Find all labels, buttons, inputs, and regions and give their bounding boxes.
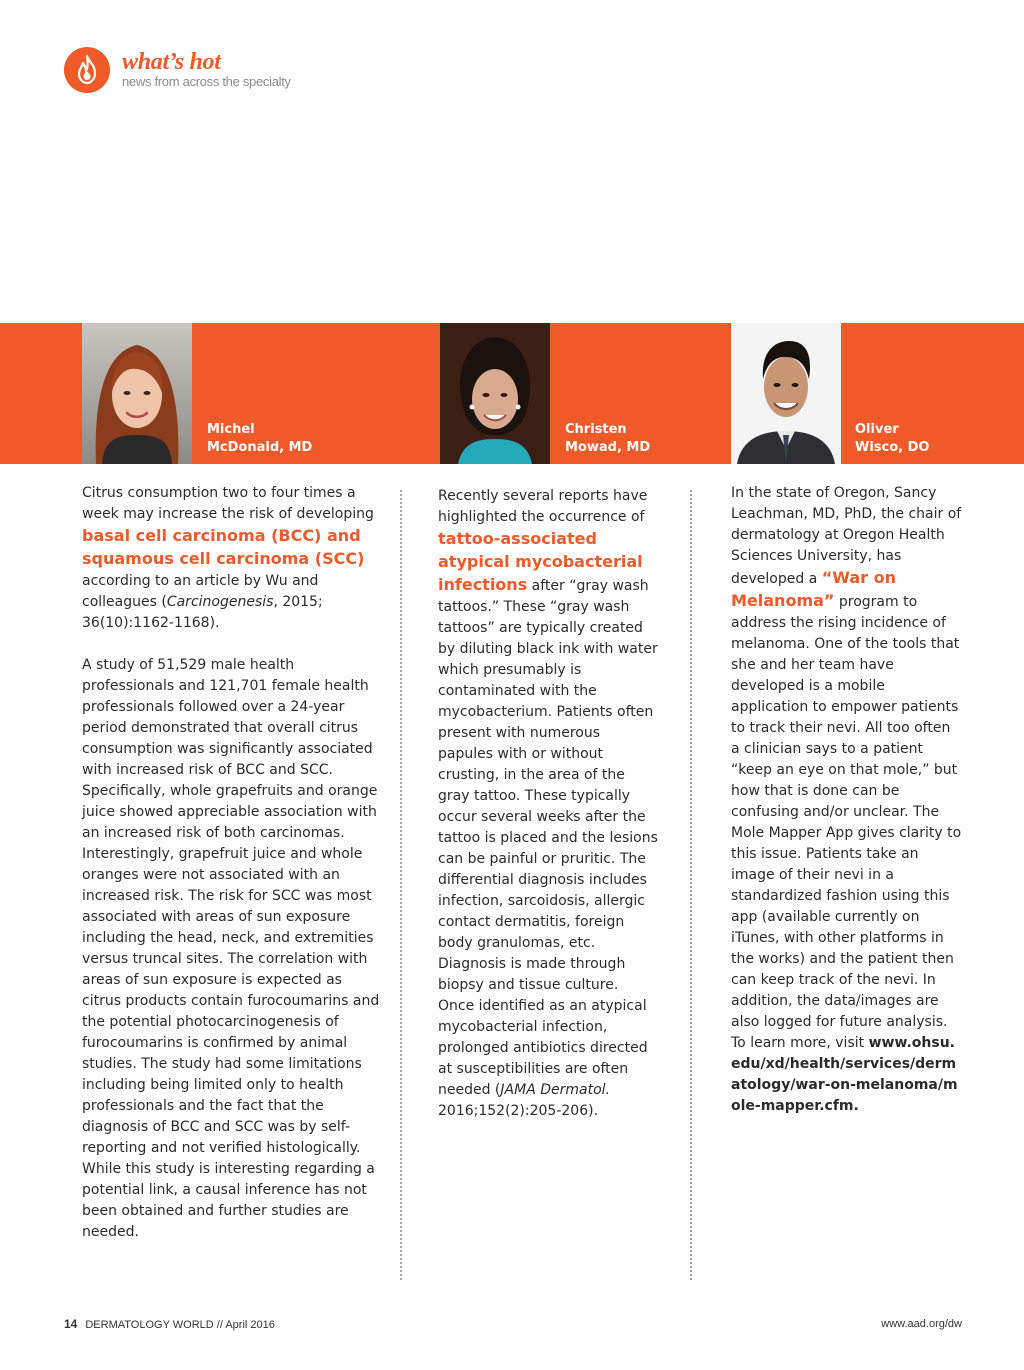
page-number: 14 [64, 1317, 78, 1331]
author-first-name: Michel [207, 422, 255, 437]
author-last-name: Mowad, MD [565, 440, 651, 455]
footer-website[interactable]: www.aad.org/dw [881, 1318, 962, 1330]
author-photo-mowad [440, 323, 550, 464]
highlight-keyword: “War on Melanoma” [731, 568, 896, 610]
column-divider [690, 490, 692, 1280]
highlight-keyword: tattoo-associated atypical mycobacterial infections [438, 529, 643, 594]
author-last-name: McDonald, MD [207, 440, 313, 455]
flame-icon [64, 47, 110, 93]
column-divider [400, 490, 402, 1280]
author-name-wisco [855, 421, 929, 457]
section-title: what’s hot [122, 49, 221, 75]
article-tattoo [438, 486, 658, 1122]
author-last-name: Wisco, DO [855, 440, 930, 455]
journal-name: JAMA Dermatol. [500, 1082, 610, 1098]
author-first-name: Oliver [855, 422, 899, 437]
author-first-name: Christen [565, 422, 627, 437]
publication-name: DERMATOLOGY WORLD // April 2016 [85, 1319, 275, 1331]
article-melanoma [731, 483, 963, 1117]
journal-name: Carcinogenesis [166, 594, 274, 610]
section-subtitle: news from across the specialty [122, 74, 291, 89]
author-photo-mcdonald [82, 323, 192, 464]
paragraph: In the state of Oregon, Sancy Leachman, MD, PhD, the chair of dermatology at Oregon Health Sciences University, has developed a “War on Melanoma” program to address the rising incidence of melanoma. One of the tools that she and her team have developed is a mobile application to empower patients to track their nevi. All too often a clinician says to a patient “keep an eye on that mole,” but how that is done can be confusing and/or unclear. The Mole Mapper App gives clarity to this issue. Patients take an image of their nevi in a standardized fashion using this app (available currently on iTunes, with other platforms in the works) and the patient then can keep track of the nevi. In addition, the data/images are also logged for future analysis. To learn more, visit www.ohsu.edu/xd/health/services/dermatology/war-on-melanoma/mole-mapper.cfm. [731, 485, 962, 1114]
author-name-mowad [565, 421, 650, 457]
author-name-mcdonald [207, 421, 312, 457]
article-link[interactable]: www.ohsu.edu/xd/health/services/dermatology/war-on-melanoma/mole-mapper.cfm. [731, 1035, 958, 1114]
paragraph: A study of 51,529 male health professionals and 121,701 female health professionals followed over a 24-year period demonstrated that overall citrus consumption was significantly associated with increased risk of BCC and SCC. Specifically, whole grapefruits and orange juice showed appreciable association with an increased risk of both carcinomas. Interestingly, grapefruit juice and whole oranges were not associated with an increased risk. The risk for SCC was most associated with areas of sun exposure including the head, neck, and extremities versus truncal sites. The correlation with areas of sun exposure is expected as citrus products contain furocoumarins and the potential photocarcinogenesis of furocoumarins is confirmed by animal studies. The study had some limitations including being limited only to health professionals and the fact that the diagnosis of BCC and SCC was by self-reporting and not verified histologically. While this study is interesting regarding a potential link, a causal inference has not been obtained and further studies are needed. [82, 657, 380, 1240]
footer-publication-info [64, 1317, 275, 1332]
author-photo-wisco [731, 323, 841, 464]
paragraph: Citrus consumption two to four times a week may increase the risk of developing basal cell carcinoma (BCC) and squamous cell carcinoma (SCC) according to an article by Wu and colleagues (Carcinogenesis, 2015; 36(10):1162-1168). [82, 485, 374, 631]
paragraph: Recently several reports have highlighted the occurrence of tattoo-associated atypical mycobacterial infections after “gray wash tattoos.” These “gray wash tattoos” are typically created by diluting black ink with water which presumably is contaminated with the mycobacterium. Patients often present with numerous papules with or without crusting, in the area of the gray tattoo. These typically occur several weeks after the tattoo is placed and the lesions can be painful or pruritic. The differential diagnosis includes infection, sarcoidosis, allergic contact dermatitis, foreign body granulomas, etc. Diagnosis is made through biopsy and tissue culture. Once identified as an atypical mycobacterial infection, prolonged antibiotics directed at susceptibilities are often needed (JAMA Dermatol. 2016;152(2):205-206). [438, 488, 658, 1119]
article-citrus [82, 483, 382, 1243]
highlight-keyword: basal cell carcinoma (BCC) and squamous cell carcinoma (SCC) [82, 526, 365, 568]
